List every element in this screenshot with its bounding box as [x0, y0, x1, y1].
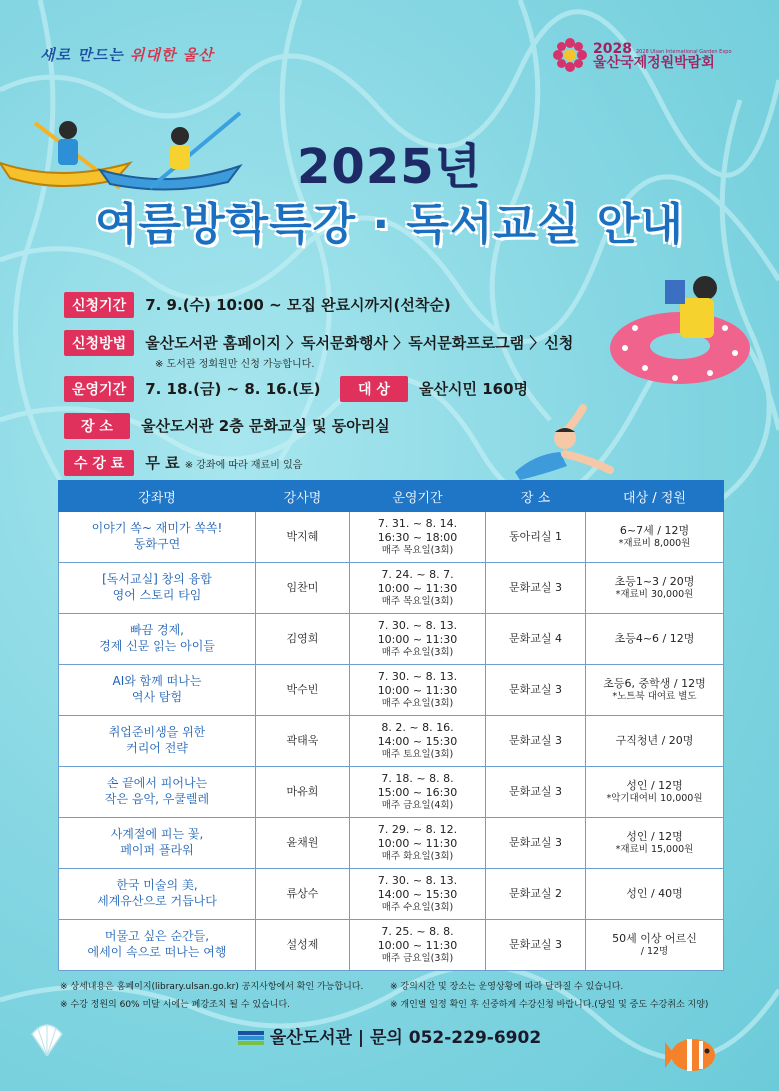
- period-time: 16:30 ~ 18:00: [377, 530, 458, 544]
- target-cell: [586, 920, 724, 971]
- place-label: 장 소: [64, 413, 130, 439]
- swim-ring-illustration: [605, 268, 755, 388]
- course-name-line-2: 영어 스토리 타임: [112, 588, 202, 602]
- schedule-table: [58, 480, 724, 971]
- target-capacity: 50세 이상 어르신: [612, 931, 697, 945]
- period-cell: [350, 614, 486, 665]
- header-target: 대상 / 정원: [586, 481, 724, 512]
- course-name-cell: [59, 512, 256, 563]
- teacher-cell: 윤채원: [256, 818, 350, 869]
- period-time: 10:00 ~ 11:30: [377, 836, 458, 850]
- teacher-cell: 김영희: [256, 614, 350, 665]
- table-row: [59, 512, 724, 563]
- course-name-line-1: 사계절에 피는 꽃,: [110, 827, 204, 842]
- course-name-line-2: 페이퍼 플라워: [120, 843, 194, 857]
- header-course: 강좌명: [59, 481, 256, 512]
- header-teacher: 강사명: [256, 481, 350, 512]
- run-period-value: 7. 18.(금) ~ 8. 16.(토): [145, 380, 321, 398]
- target-capacity: 초등6, 중학생 / 12명: [603, 676, 706, 690]
- target-extra: / 12명: [640, 945, 669, 957]
- place-row: [64, 413, 390, 439]
- period-day: 매주 목요일(3회): [381, 596, 454, 608]
- period-day: 매주 수요일(3회): [381, 698, 454, 710]
- period-day: 매주 목요일(3회): [381, 545, 454, 557]
- place-cell: 문화교실 3: [486, 767, 586, 818]
- period-cell: [350, 665, 486, 716]
- table-row: [59, 920, 724, 971]
- course-name-cell: [59, 665, 256, 716]
- target-capacity: 성인 / 12명: [626, 778, 683, 792]
- teacher-cell: 설성제: [256, 920, 350, 971]
- slogan: [40, 44, 214, 65]
- contact-number: 문의 052-229-6902: [370, 1028, 542, 1048]
- fee-label: 수 강 료: [64, 450, 134, 476]
- run-period-label: 운영기간: [64, 376, 134, 402]
- slogan-text-a: 새로 만드는: [40, 46, 130, 64]
- course-name-cell: [59, 818, 256, 869]
- course-name-cell: [59, 767, 256, 818]
- period-dates: 7. 25. ~ 8. 8.: [381, 924, 454, 938]
- table-row: [59, 563, 724, 614]
- course-name-line-2: 동화구연: [133, 537, 181, 551]
- target-cell: [586, 818, 724, 869]
- shell-icon: [30, 1020, 64, 1056]
- fee-note: ※ 강좌에 따라 재료비 있음: [184, 460, 303, 471]
- apply-period-value: 7. 9.(수) 10:00 ~ 모집 완료시까지(선착순): [145, 296, 451, 314]
- teacher-cell: 곽태욱: [256, 716, 350, 767]
- table-header-row: [59, 481, 724, 512]
- teacher-cell: 류상수: [256, 869, 350, 920]
- period-day: 매주 토요일(3회): [381, 749, 454, 761]
- expo-english: 2028 Ulsan International Garden Expo: [635, 49, 732, 55]
- target-cell: [586, 665, 724, 716]
- expo-logo: [553, 38, 732, 72]
- place-cell: 문화교실 3: [486, 716, 586, 767]
- note-2: ※ 강의시간 및 장소는 운영상황에 따라 달라질 수 있습니다.: [390, 982, 624, 992]
- expo-name: 울산국제정원박람회: [593, 55, 715, 71]
- period-cell: [350, 512, 486, 563]
- period-day: 매주 수요일(3회): [381, 647, 454, 659]
- period-time: 14:00 ~ 15:30: [377, 734, 458, 748]
- period-dates: 7. 24. ~ 8. 7.: [381, 567, 454, 581]
- place-cell: 문화교실 3: [486, 563, 586, 614]
- course-name-cell: [59, 563, 256, 614]
- target-extra: *노트북 대여료 별도: [612, 690, 697, 702]
- place-cell: 문화교실 4: [486, 614, 586, 665]
- run-period-row: [64, 376, 320, 402]
- note-1: ※ 상세내용은 홈페이지(library.ulsan.go.kr) 공지사항에서 확인 가능합니다.: [60, 982, 364, 992]
- course-name-cell: [59, 920, 256, 971]
- table-row: [59, 869, 724, 920]
- period-day: 매주 금요일(3회): [381, 953, 454, 965]
- period-cell: [350, 716, 486, 767]
- period-time: 10:00 ~ 11:30: [377, 581, 458, 595]
- table-row: [59, 614, 724, 665]
- swimmer-illustration: [505, 402, 615, 482]
- target-extra: *재료비 15,000원: [615, 843, 694, 855]
- period-cell: [350, 869, 486, 920]
- target-cell: [586, 767, 724, 818]
- course-name-line-2: 작은 음악, 우쿨렐레: [104, 792, 210, 806]
- course-name-line-1: AI와 함께 떠나는: [112, 674, 202, 689]
- course-name-cell: [59, 614, 256, 665]
- period-time: 14:00 ~ 15:30: [377, 887, 458, 901]
- header-place: 장 소: [486, 481, 586, 512]
- library-name: 울산도서관: [269, 1028, 352, 1048]
- course-name-line-1: 손 끝에서 피어나는: [106, 776, 208, 791]
- teacher-cell: 박지혜: [256, 512, 350, 563]
- period-time: 10:00 ~ 11:30: [377, 632, 458, 646]
- period-dates: 7. 30. ~ 8. 13.: [377, 618, 458, 632]
- fee-row: [64, 450, 302, 476]
- course-name-line-2: 에세이 속으로 떠나는 여행: [87, 945, 227, 959]
- table-row: [59, 767, 724, 818]
- course-name-line-1: 한국 미술의 美,: [116, 878, 198, 893]
- period-day: 매주 수요일(3회): [381, 902, 454, 914]
- teacher-cell: 임찬미: [256, 563, 350, 614]
- period-dates: 7. 29. ~ 8. 12.: [377, 822, 458, 836]
- table-row: [59, 716, 724, 767]
- target-cell: [586, 614, 724, 665]
- target-row: [340, 376, 528, 402]
- period-dates: 7. 18. ~ 8. 8.: [381, 771, 454, 785]
- course-name-line-2: 역사 탐험: [131, 690, 183, 704]
- place-value: 울산도서관 2층 문화교실 및 동아리실: [141, 417, 390, 435]
- period-cell: [350, 563, 486, 614]
- footer-separator: |: [351, 1028, 370, 1048]
- course-name-cell: [59, 869, 256, 920]
- target-extra: *재료비 8,000원: [618, 537, 691, 549]
- place-cell: 문화교실 2: [486, 869, 586, 920]
- period-day: 매주 금요일(4회): [381, 800, 454, 812]
- target-extra: *재료비 30,000원: [615, 588, 694, 600]
- period-time: 10:00 ~ 11:30: [377, 683, 458, 697]
- target-cell: [586, 716, 724, 767]
- target-capacity: 초등4~6 / 12명: [614, 631, 695, 645]
- apply-method-value: 울산도서관 홈페이지 〉독서문화행사 〉독서문화프로그램 〉신청: [145, 334, 574, 352]
- target-capacity: 성인 / 12명: [626, 829, 683, 843]
- period-time: 10:00 ~ 11:30: [377, 938, 458, 952]
- fish-icon: [665, 1030, 725, 1080]
- target-capacity: 초등1~3 / 20명: [614, 574, 695, 588]
- apply-period-row: [64, 292, 451, 318]
- poster-year: 2025년: [297, 139, 482, 195]
- footer: [0, 1023, 779, 1048]
- slogan-text-b: 위대한 울산: [129, 46, 214, 64]
- target-capacity: 성인 / 40명: [626, 886, 683, 900]
- period-dates: 7. 30. ~ 8. 13.: [377, 669, 458, 683]
- course-name-line-1: [독서교실] 창의 융합: [102, 572, 212, 587]
- target-capacity: 구직청년 / 20명: [615, 733, 694, 747]
- teacher-cell: 박수빈: [256, 665, 350, 716]
- course-name-line-1: 취업준비생을 위한: [108, 725, 206, 740]
- course-name-line-2: 세계유산으로 거듭나다: [97, 894, 217, 908]
- target-label: 대 상: [340, 376, 408, 402]
- period-cell: [350, 767, 486, 818]
- apply-method-row: [64, 330, 573, 356]
- place-cell: 동아리실 1: [486, 512, 586, 563]
- period-dates: 8. 2. ~ 8. 16.: [381, 720, 454, 734]
- target-cell: [586, 512, 724, 563]
- teacher-cell: 마유희: [256, 767, 350, 818]
- target-value: 울산시민 160명: [419, 380, 529, 398]
- period-day: 매주 화요일(3회): [381, 851, 454, 863]
- period-dates: 7. 31. ~ 8. 14.: [377, 516, 458, 530]
- course-name-line-1: 이야기 쏙~ 재미가 쏙쏙!: [91, 521, 223, 536]
- place-cell: 문화교실 3: [486, 920, 586, 971]
- period-cell: [350, 818, 486, 869]
- note-3: ※ 수강 정원의 60% 미달 시에는 폐강조치 될 수 있습니다.: [60, 1000, 291, 1010]
- target-cell: [586, 563, 724, 614]
- table-row: [59, 665, 724, 716]
- header-period: 운영기간: [350, 481, 486, 512]
- target-capacity: 6~7세 / 12명: [619, 523, 690, 537]
- apply-method-label: 신청방법: [64, 330, 134, 356]
- course-name-line-1: 빠끔 경제,: [130, 623, 184, 638]
- target-cell: [586, 869, 724, 920]
- course-name-line-2: 경제 신문 읽는 아이들: [99, 639, 215, 653]
- period-time: 15:00 ~ 16:30: [377, 785, 458, 799]
- place-cell: 문화교실 3: [486, 818, 586, 869]
- expo-year: 2028: [593, 41, 632, 57]
- fee-value: 무 료: [145, 454, 180, 472]
- poster-title: 여름방학특강 · 독서교실 안내: [95, 199, 684, 250]
- course-name-line-2: 커리어 전략: [126, 741, 188, 755]
- course-name-cell: [59, 716, 256, 767]
- course-name-line-1: 머물고 싶은 순간들,: [104, 929, 210, 944]
- apply-method-note: ※ 도서관 정회원만 신청 가능합니다.: [155, 359, 315, 370]
- period-cell: [350, 920, 486, 971]
- flower-icon: [553, 38, 587, 72]
- table-row: [59, 818, 724, 869]
- place-cell: 문화교실 3: [486, 665, 586, 716]
- note-4: ※ 개인별 일정 확인 후 신중하게 수강신청 바랍니다.(당일 및 중도 수강취소 지양): [390, 1000, 709, 1010]
- period-dates: 7. 30. ~ 8. 13.: [377, 873, 458, 887]
- target-extra: *악기대여비 10,000원: [606, 792, 703, 804]
- apply-period-label: 신청기간: [64, 292, 134, 318]
- library-logo-icon: [238, 1031, 264, 1045]
